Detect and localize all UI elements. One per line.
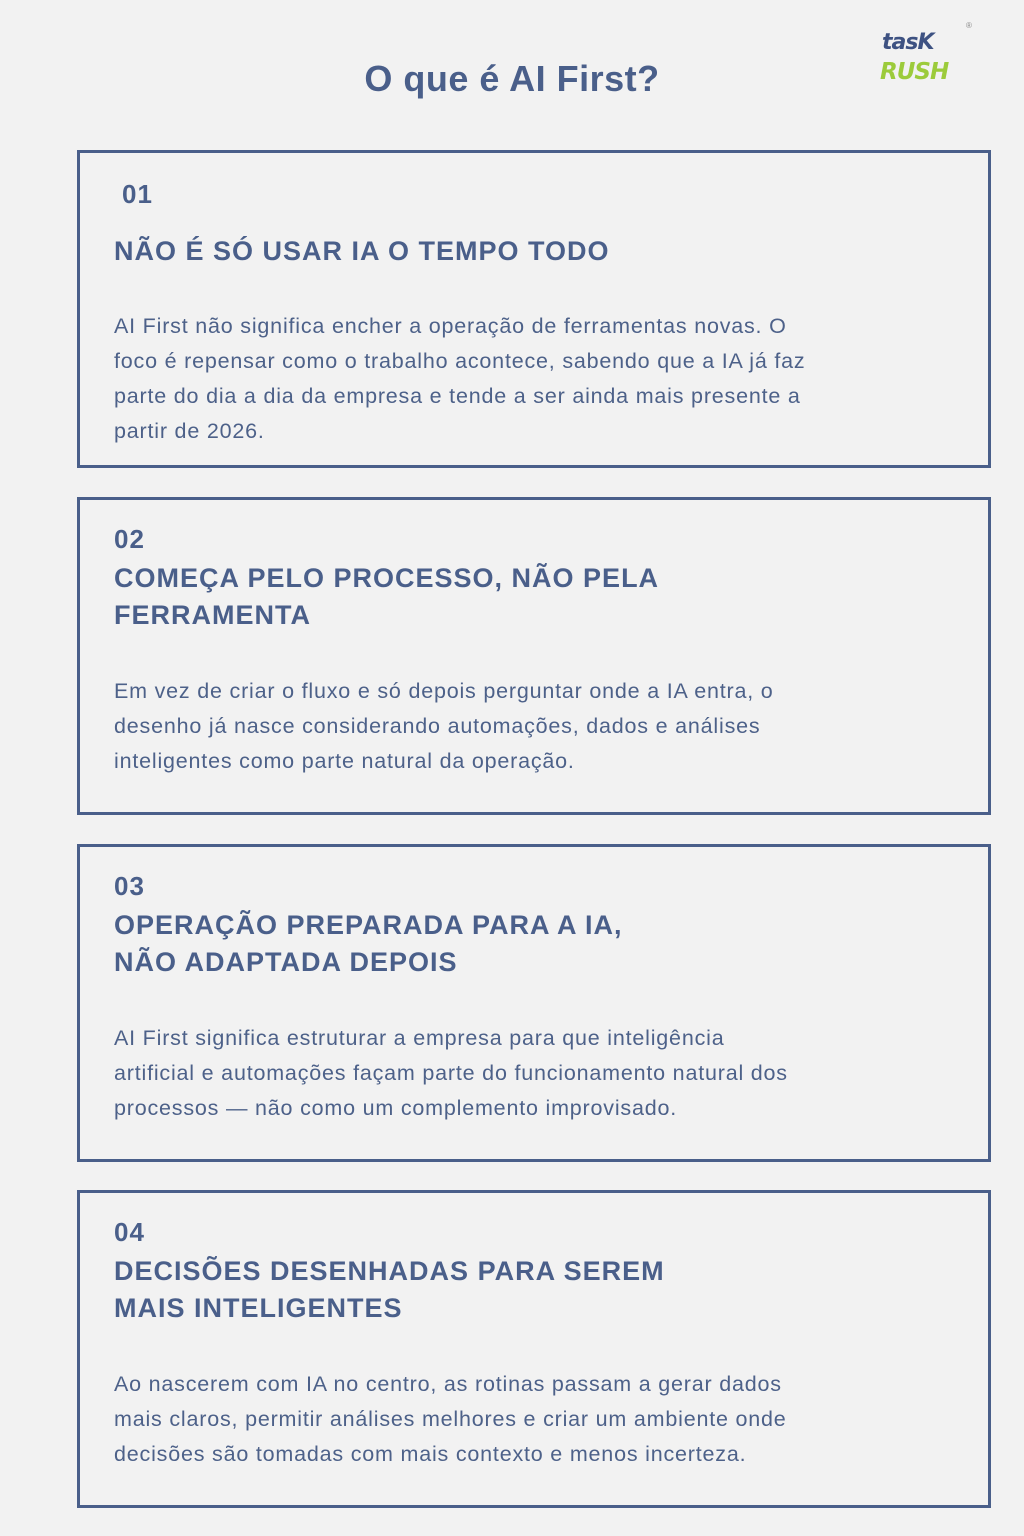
card-number: 04 [114, 1217, 145, 1247]
heading-line: FERRAMENTA [114, 600, 311, 630]
taskrush-logo [878, 21, 978, 90]
body-line: inteligentes como parte natural da operação. [114, 749, 575, 773]
card-number: 01 [122, 179, 153, 209]
card-number: 02 [114, 524, 145, 554]
card-number: 03 [114, 871, 145, 901]
body-line: decisões são tomadas com mais contexto e menos incerteza. [114, 1442, 747, 1466]
heading-line: COMEÇA PELO PROCESSO, NÃO PELA [114, 563, 660, 593]
card-body [114, 1021, 788, 1126]
card-heading [114, 907, 623, 981]
card-body [114, 674, 774, 779]
body-line: desenho já nasce considerando automações, dados e análises [114, 714, 761, 738]
card-heading [114, 233, 610, 270]
body-line: Em vez de criar o fluxo e só depois perguntar onde a IA entra, o [114, 679, 774, 703]
logo-text-bottom: RUSH [880, 59, 949, 85]
heading-line: MAIS INTELIGENTES [114, 1293, 403, 1323]
heading-line: OPERAÇÃO PREPARADA PARA A IA, [114, 910, 623, 940]
card-heading [114, 1253, 665, 1327]
body-line: parte do dia a dia da empresa e tende a ser ainda mais presente a [114, 384, 801, 408]
body-line: processos — não como um complemento improvisado. [114, 1096, 677, 1120]
card-01 [77, 150, 991, 468]
card-03 [77, 844, 991, 1162]
body-line: mais claros, permitir análises melhores e criar um ambiente onde [114, 1407, 787, 1431]
heading-line: DECISÕES DESENHADAS PARA SEREM [114, 1256, 665, 1286]
body-line: AI First significa estruturar a empresa para que inteligência [114, 1026, 725, 1050]
registered-mark: ® [966, 21, 972, 30]
heading-line: NÃO ADAPTADA DEPOIS [114, 947, 458, 977]
logo-text-top: tasK [882, 30, 934, 55]
card-02 [77, 497, 991, 815]
card-04 [77, 1190, 991, 1508]
body-line: artificial e automações façam parte do funcionamento natural dos [114, 1061, 788, 1085]
card-body [114, 309, 805, 449]
body-line: partir de 2026. [114, 419, 265, 443]
card-heading [114, 560, 659, 634]
page-title: O que é AI First? [364, 58, 660, 99]
heading-line: NÃO É SÓ USAR IA O TEMPO TODO [114, 236, 610, 266]
body-line: AI First não significa encher a operação de ferramentas novas. O [114, 314, 787, 338]
body-line: foco é repensar como o trabalho acontece, sabendo que a IA já faz [114, 349, 806, 373]
card-body [114, 1367, 787, 1472]
body-line: Ao nascerem com IA no centro, as rotinas passam a gerar dados [114, 1372, 782, 1396]
